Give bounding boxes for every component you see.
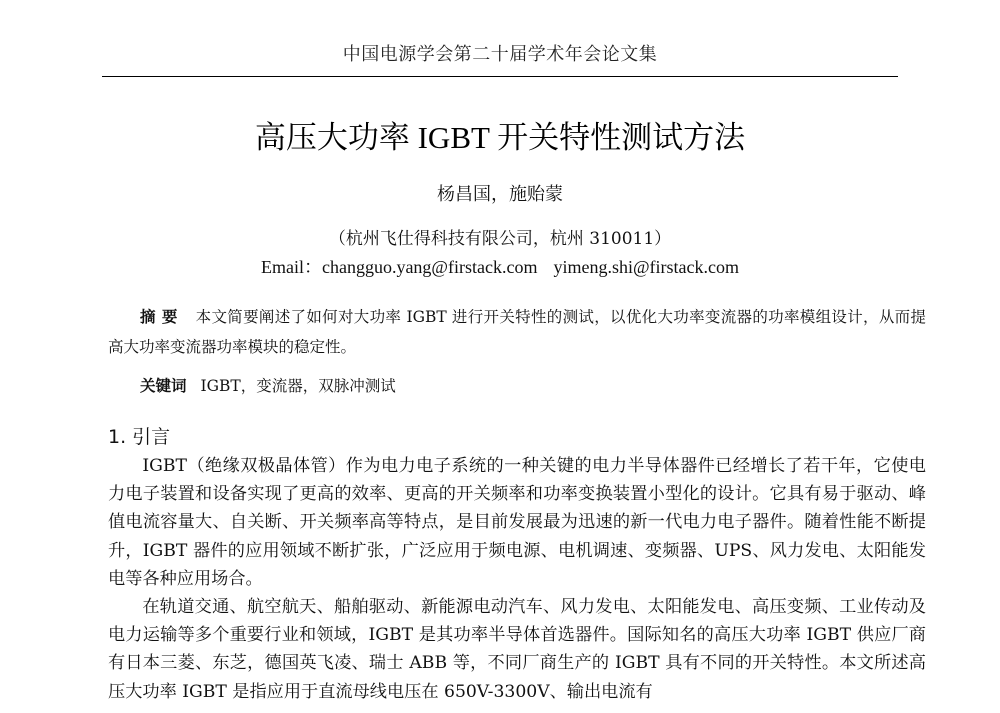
paragraph: IGBT（绝缘双极晶体管）作为电力电子系统的一种关键的电力半导体器件已经增长了若干年，它使电力电子装置和设备实现了更高的效率、更高的开关频率和功率变换装置小型化的设计。它具有易于驱动、峰值电流容量大、自关断、开关频率高等特点，是目前发展最为迅速的新一代电力电子器件。随着性能不断提升，IGBT 器件的应用领域不断扩张，广泛应用于频电源、电机调速、变频器、UPS、风力发电、太阳能发电等各种应用场合。	[108, 456, 926, 589]
keywords	[140, 374, 920, 396]
section-number: 1.	[108, 426, 127, 448]
paper-email-line	[0, 253, 1000, 279]
email-label: Email：	[260, 257, 322, 277]
abstract-text: 本文简要阐述了如何对大功率 IGBT 进行开关特性的测试，以优化大功率变流器的功率模组设计，从而提高大功率变流器功率模块的稳定性。	[108, 308, 926, 356]
email-address-1: changguo.yang@firstack.com	[321, 257, 538, 277]
section-body	[108, 452, 926, 706]
header-rule	[102, 76, 898, 77]
section-heading	[108, 422, 170, 449]
running-header: 中国电源学会第二十届学术年会论文集	[342, 44, 658, 65]
email-address-2: yimeng.shi@firstack.com	[553, 257, 740, 277]
abstract-label: 摘要	[140, 308, 184, 326]
section-title: 引言	[132, 426, 171, 448]
abstract	[108, 302, 926, 362]
paper-authors: 杨昌国，施贻蒙	[437, 184, 563, 205]
paragraph: 在轨道交通、航空航天、船舶驱动、新能源电动汽车、风力发电、太阳能发电、高压变频、工业传动及电力运输等多个重要行业和领域，IGBT 是其功率半导体首选器件。国际知名的高压大功率 IGBT 供应厂商有日本三菱、东芝，德国英飞凌、瑞士 ABB 等，不同厂商生产的 IGBT 具有不同的开关特性。本文所述高压大功率 IGBT 是指应用于直流母线电压在 650V-3300V、输出电流有	[108, 597, 926, 702]
paper-affiliation: （杭州飞仕得科技有限公司，杭州 310011）	[328, 229, 672, 249]
paper-title: 高压大功率 IGBT 开关特性测试方法	[254, 120, 746, 155]
keywords-label: 关键词	[140, 377, 187, 395]
keywords-text: IGBT，变流器，双脉冲测试	[200, 377, 396, 395]
